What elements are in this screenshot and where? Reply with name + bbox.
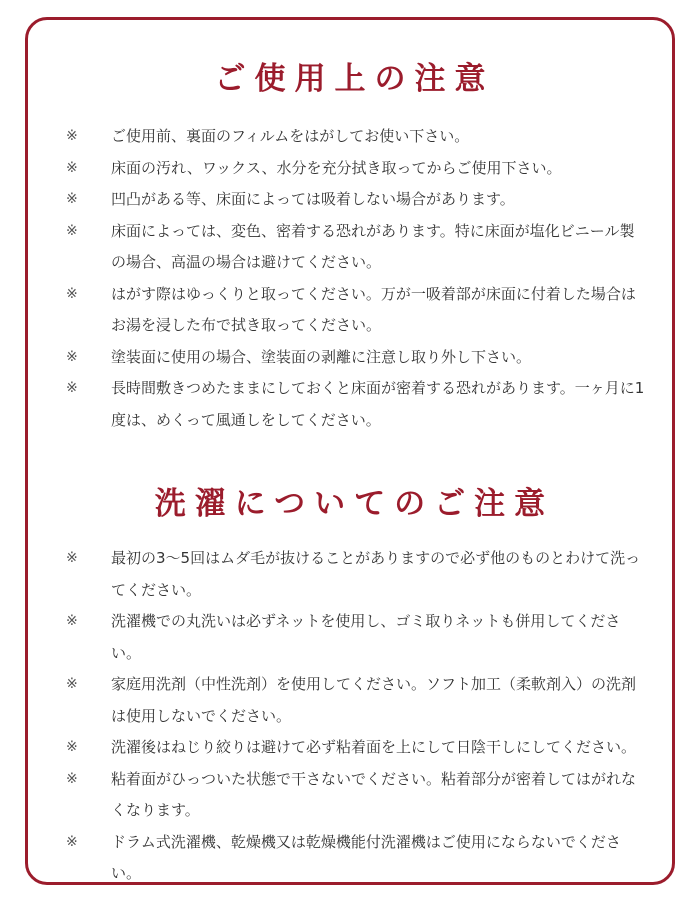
usage-notes-list	[66, 121, 646, 436]
notice-frame	[25, 17, 675, 885]
washing-note-item	[66, 606, 646, 669]
note-mark: ※	[66, 380, 78, 396]
note-mark: ※	[66, 191, 78, 207]
washing-notes-heading: 洗濯についてのご注意	[154, 486, 555, 522]
usage-note-text: 床面によっては、変色、密着する恐れがあります。特に床面が塩化ビニール製の場合、高温の場合は避けてください。	[111, 221, 635, 271]
usage-note-text: 塗装面に使用の場合、塗装面の剥離に注意し取り外し下さい。	[111, 347, 532, 366]
note-mark: ※	[66, 550, 78, 566]
note-mark: ※	[66, 770, 78, 787]
usage-notes-heading: ご使用上の注意	[214, 61, 495, 97]
note-mark: ※	[66, 128, 78, 144]
usage-note-item	[66, 342, 646, 374]
usage-note-text: 長時間敷きつめたままにしておくと床面が密着する恐れがあります。一ヶ月に1度は、めくって風通しをしてください。	[111, 379, 645, 429]
usage-note-item	[66, 373, 646, 436]
washing-note-item	[66, 543, 646, 606]
note-mark: ※	[66, 613, 78, 629]
note-mark: ※	[66, 159, 78, 176]
washing-note-text: 最初の3〜5回はムダ毛が抜けることがありますので必ず他のものとわけて洗ってください。	[111, 549, 641, 599]
usage-note-item	[66, 153, 646, 185]
usage-note-text: 床面の汚れ、ワックス、水分を充分拭き取ってからご使用下さい。	[111, 158, 562, 177]
usage-note-item	[66, 216, 646, 279]
washing-notes-list	[66, 543, 646, 890]
usage-note-item	[66, 279, 646, 342]
washing-note-item	[66, 827, 646, 890]
washing-note-item	[66, 669, 646, 732]
note-mark: ※	[66, 348, 78, 365]
usage-note-item	[66, 184, 646, 216]
note-mark: ※	[66, 676, 78, 692]
note-mark: ※	[66, 739, 78, 755]
washing-note-item	[66, 732, 646, 764]
washing-note-text: 洗濯後はねじり絞りは避けて必ず粘着面を上にして日陰干しにしてください。	[111, 738, 637, 756]
usage-note-text: 凹凸がある等、床面によっては吸着しない場合があります。	[111, 190, 515, 208]
note-mark: ※	[66, 222, 78, 239]
washing-note-item	[66, 764, 646, 827]
washing-note-text: 洗濯機での丸洗いは必ずネットを使用し、ゴミ取りネットも併用してください。	[111, 612, 621, 662]
washing-note-text: 粘着面がひっついた状態で干さないでください。粘着部分が密着してはがれなくなります。	[111, 769, 637, 819]
usage-note-item	[66, 121, 646, 153]
usage-note-text: はがす際はゆっくりと取ってください。万が一吸着部が床面に付着した場合はお湯を浸した布で拭き取ってください。	[111, 284, 636, 334]
usage-note-text: ご使用前、裏面のフィルムをはがしてお使い下さい。	[111, 127, 470, 145]
washing-note-text: ドラム式洗濯機、乾燥機又は乾燥機能付洗濯機はご使用にならないでください。	[111, 832, 621, 882]
note-mark: ※	[66, 833, 78, 850]
washing-note-text: 家庭用洗剤（中性洗剤）を使用してください。ソフト加工（柔軟剤入）の洗剤は使用しないでください。	[111, 675, 637, 725]
note-mark: ※	[66, 285, 78, 302]
